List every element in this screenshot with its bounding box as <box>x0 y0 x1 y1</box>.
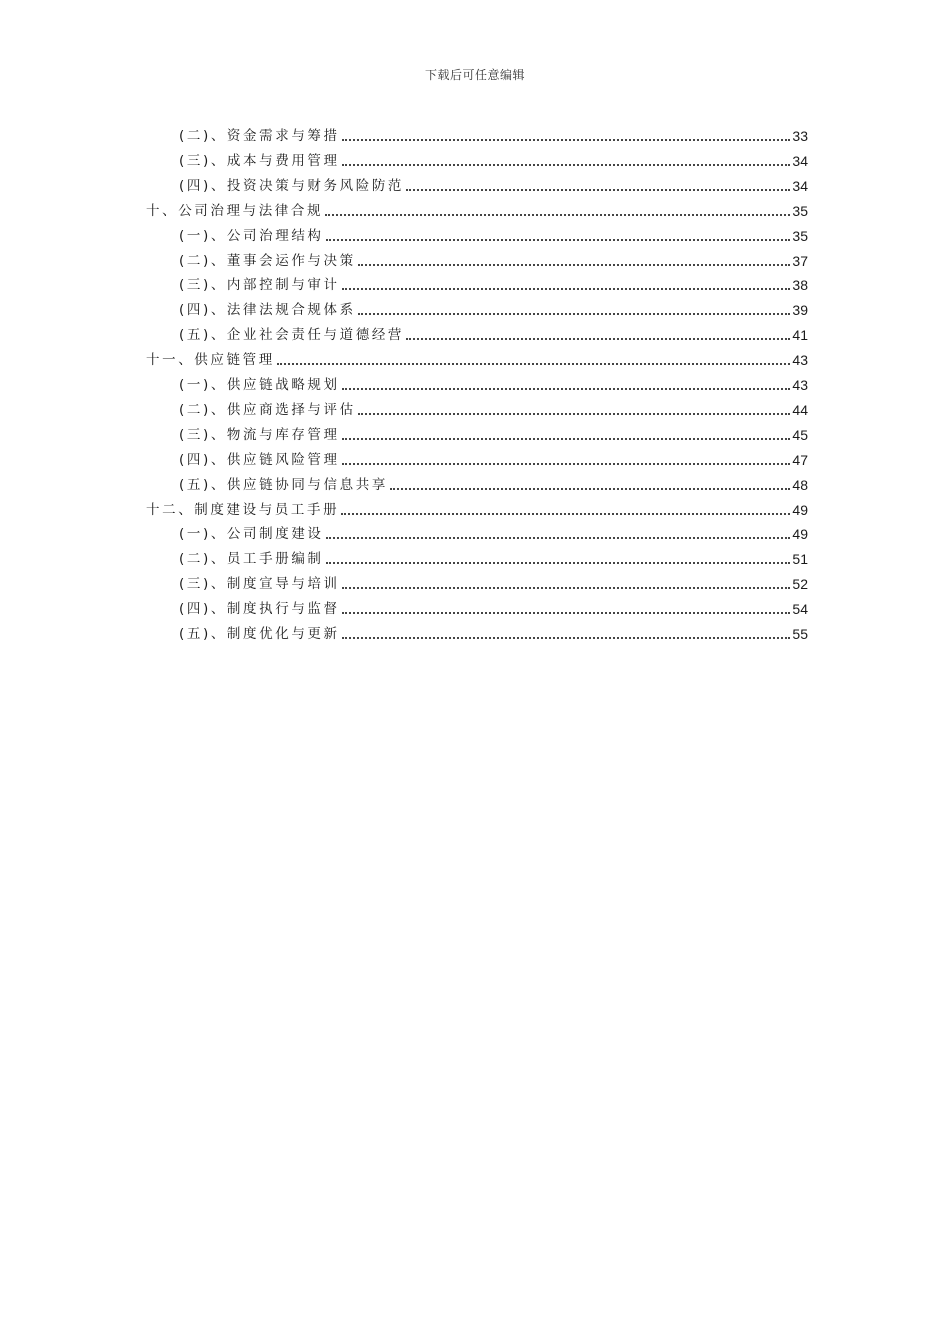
toc-dot-leader <box>326 537 791 539</box>
toc-chapter-entry[interactable] <box>146 349 808 371</box>
toc-entry-label: (一)、供应链战略规划 <box>179 377 340 393</box>
toc-entry-label: (五)、企业社会责任与道德经营 <box>179 327 405 344</box>
toc-dot-leader <box>342 612 791 614</box>
toc-entry[interactable] <box>179 324 808 346</box>
toc-entry-label: (四)、制度执行与监督 <box>179 601 340 618</box>
toc-dot-leader <box>342 637 791 639</box>
toc-entry[interactable] <box>179 250 808 272</box>
toc-entry-label: (二)、资金需求与筹措 <box>179 128 340 144</box>
toc-entry[interactable] <box>179 175 808 197</box>
toc-entry-page: 48 <box>792 476 808 493</box>
toc-entry[interactable] <box>179 573 808 595</box>
toc-entry-label: (三)、内部控制与审计 <box>179 277 340 294</box>
toc-dot-leader <box>277 363 791 365</box>
toc-entry-label: (四)、投资决策与财务风险防范 <box>179 177 405 194</box>
toc-entry-label: (二)、员工手册编制 <box>179 551 324 568</box>
toc-entry[interactable] <box>179 125 808 147</box>
toc-dot-leader <box>390 488 790 490</box>
toc-entry-page: 54 <box>792 601 808 618</box>
toc-dot-leader <box>326 239 791 241</box>
toc-entry-label: (四)、法律法规合规体系 <box>179 302 356 319</box>
toc-entry-label: (二)、供应商选择与评估 <box>179 401 356 418</box>
toc-entry-label: 十、公司治理与法律合规 <box>146 202 324 219</box>
toc-entry[interactable] <box>179 274 808 296</box>
toc-entry[interactable] <box>179 150 808 172</box>
toc-entry[interactable] <box>179 299 808 321</box>
toc-dot-leader <box>342 164 791 166</box>
toc-entry-page: 49 <box>792 501 808 518</box>
toc-entry[interactable] <box>179 449 808 471</box>
toc-entry[interactable] <box>179 399 808 421</box>
toc-entry-page: 35 <box>792 202 808 219</box>
toc-entry-page: 55 <box>792 626 808 642</box>
toc-entry[interactable] <box>179 598 808 620</box>
toc-entry-label: (三)、制度宣导与培训 <box>179 576 340 593</box>
toc-entry-page: 47 <box>792 451 808 468</box>
toc-dot-leader <box>342 463 791 465</box>
toc-entry-page: 45 <box>792 426 808 443</box>
toc-entry-label: (五)、供应链协同与信息共享 <box>179 476 388 493</box>
toc-dot-leader <box>326 562 791 564</box>
toc-entry-page: 51 <box>792 551 808 568</box>
toc-dot-leader <box>406 338 790 340</box>
toc-entry-label: (一)、公司制度建设 <box>179 526 324 543</box>
toc-entry-label: 十一、供应链管理 <box>146 352 275 369</box>
toc-entry-page: 43 <box>792 352 808 369</box>
toc-dot-leader <box>358 313 791 315</box>
toc-dot-leader <box>342 388 791 390</box>
toc-chapter-entry[interactable] <box>146 499 808 521</box>
toc-entry-page: 37 <box>792 252 808 269</box>
toc-dot-leader <box>325 214 790 216</box>
toc-entry-page: 43 <box>792 377 808 393</box>
toc-entry-label: (一)、公司治理结构 <box>179 227 324 244</box>
toc-entry-page: 41 <box>792 327 808 344</box>
toc-entry-page: 52 <box>792 576 808 593</box>
toc-entry-page: 33 <box>792 128 808 144</box>
toc-entry-label: (二)、董事会运作与决策 <box>179 252 356 269</box>
toc-entry-label: (三)、成本与费用管理 <box>179 152 340 169</box>
toc-dot-leader <box>358 413 791 415</box>
toc-dot-leader <box>358 264 791 266</box>
toc-entry[interactable] <box>179 374 808 396</box>
toc-entry[interactable] <box>179 623 808 645</box>
toc-entry-page: 35 <box>792 227 808 244</box>
toc-entry[interactable] <box>179 225 808 247</box>
toc-entry[interactable] <box>179 523 808 545</box>
toc-entry-label: (四)、供应链风险管理 <box>179 451 340 468</box>
toc-dot-leader <box>342 139 791 141</box>
toc-entry-page: 38 <box>792 277 808 294</box>
toc-entry-label: 十二、制度建设与员工手册 <box>146 501 340 518</box>
toc-entry[interactable] <box>179 424 808 446</box>
toc-entry-page: 34 <box>792 177 808 194</box>
toc-entry-label: (五)、制度优化与更新 <box>179 626 340 642</box>
toc-entry-page: 44 <box>792 401 808 418</box>
toc-dot-leader <box>342 587 791 589</box>
toc-entry[interactable] <box>179 474 808 496</box>
toc-chapter-entry[interactable] <box>146 200 808 222</box>
toc-dot-leader <box>406 189 790 191</box>
toc-entry-page: 49 <box>792 526 808 543</box>
toc-entry-label: (三)、物流与库存管理 <box>179 426 340 443</box>
toc-entry-page: 39 <box>792 302 808 319</box>
toc-dot-leader <box>342 438 791 440</box>
toc-entry[interactable] <box>179 548 808 570</box>
toc-dot-leader <box>342 288 791 290</box>
page-header: 下载后可任意编辑 <box>424 68 525 82</box>
toc-entry-page: 34 <box>792 152 808 169</box>
toc-dot-leader <box>341 513 790 515</box>
